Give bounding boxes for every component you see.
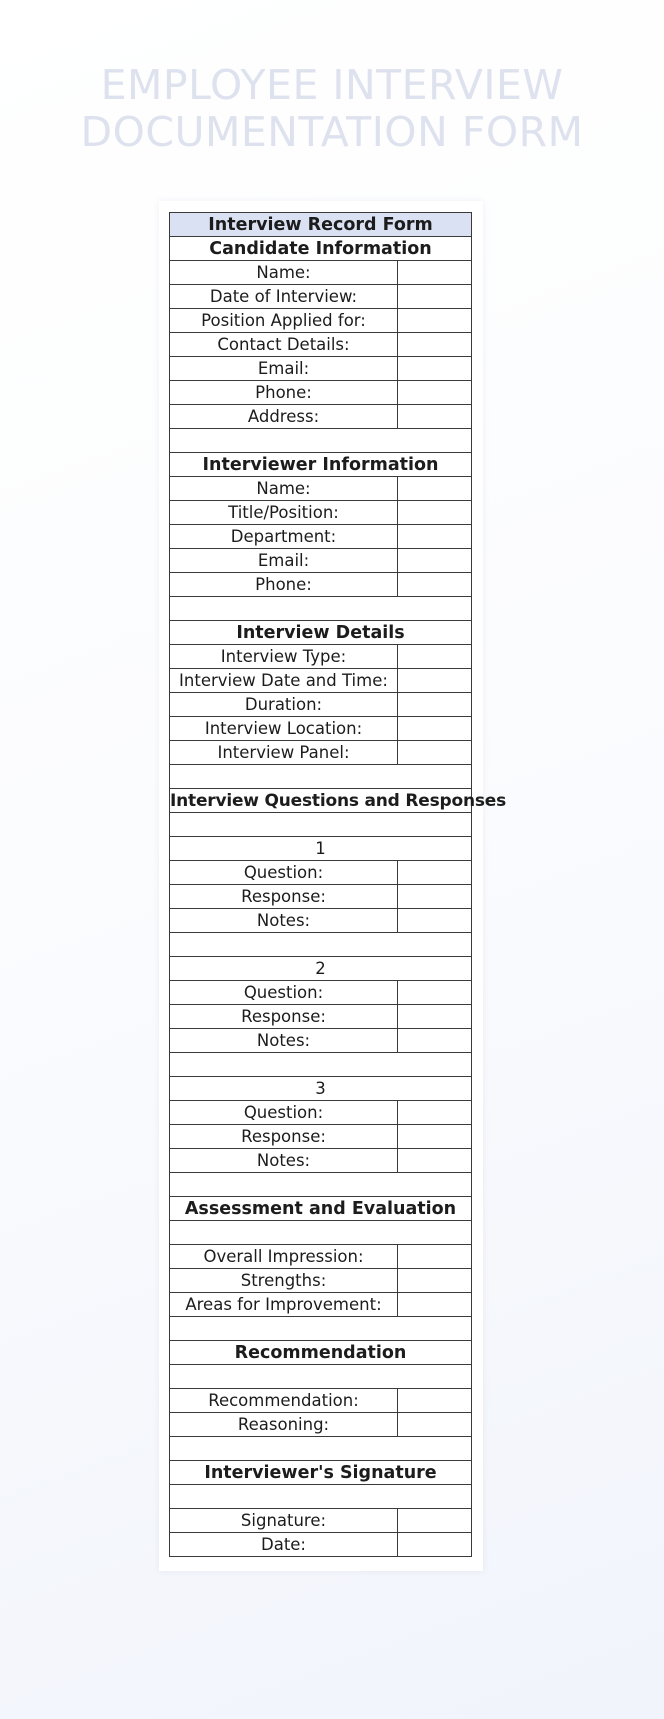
interviewer-title-field[interactable]: [398, 501, 472, 525]
interviewer-name-label: Name:: [170, 477, 398, 501]
table-row: [170, 1413, 472, 1437]
section-row: [170, 1341, 472, 1365]
spacer-row: [170, 1437, 472, 1461]
interviewer-phone-field[interactable]: [398, 573, 472, 597]
signature-label: Signature:: [170, 1509, 398, 1533]
table-row: [170, 381, 472, 405]
candidate-contact-field[interactable]: [398, 333, 472, 357]
form-title: Interview Record Form: [170, 213, 472, 237]
spacer-row: [170, 933, 472, 957]
table-row: [170, 1101, 472, 1125]
question-3-label: Question:: [170, 1101, 398, 1125]
interview-type-field[interactable]: [398, 645, 472, 669]
candidate-email-label: Email:: [170, 357, 398, 381]
strengths-field[interactable]: [398, 1269, 472, 1293]
interview-duration-label: Duration:: [170, 693, 398, 717]
question-1-field[interactable]: [398, 861, 472, 885]
interview-datetime-field[interactable]: [398, 669, 472, 693]
spacer-cell: [170, 1317, 472, 1341]
question-number: 1: [170, 837, 472, 861]
candidate-section-heading: Candidate Information: [170, 237, 472, 261]
recommendation-label: Recommendation:: [170, 1389, 398, 1413]
spacer-cell: [170, 1053, 472, 1077]
table-row: [170, 1029, 472, 1053]
signature-date-label: Date:: [170, 1533, 398, 1557]
table-row: [170, 1293, 472, 1317]
notes-3-label: Notes:: [170, 1149, 398, 1173]
page-title: [0, 62, 664, 156]
candidate-name-field[interactable]: [398, 261, 472, 285]
table-row: [170, 1005, 472, 1029]
table-row: [170, 1509, 472, 1533]
table-row: [170, 861, 472, 885]
details-section-heading: Interview Details: [170, 621, 472, 645]
spacer-row: [170, 1365, 472, 1389]
interview-panel-label: Interview Panel:: [170, 741, 398, 765]
spacer-cell: [170, 1173, 472, 1197]
spacer-cell: [170, 1485, 472, 1509]
section-row: [170, 1197, 472, 1221]
response-3-field[interactable]: [398, 1125, 472, 1149]
table-row: [170, 477, 472, 501]
candidate-address-label: Address:: [170, 405, 398, 429]
interviewer-section-heading: Interviewer Information: [170, 453, 472, 477]
strengths-label: Strengths:: [170, 1269, 398, 1293]
overall-impression-field[interactable]: [398, 1245, 472, 1269]
table-row: [170, 1245, 472, 1269]
spacer-cell: [170, 1365, 472, 1389]
interview-duration-field[interactable]: [398, 693, 472, 717]
interview-location-field[interactable]: [398, 717, 472, 741]
spacer-row: [170, 429, 472, 453]
table-row: [170, 501, 472, 525]
signature-section-heading: Interviewer's Signature: [170, 1461, 472, 1485]
notes-2-label: Notes:: [170, 1029, 398, 1053]
table-row: [170, 309, 472, 333]
question-number: 2: [170, 957, 472, 981]
notes-3-field[interactable]: [398, 1149, 472, 1173]
interviewer-department-field[interactable]: [398, 525, 472, 549]
spacer-row: [170, 1053, 472, 1077]
interview-record-table: [169, 212, 507, 1557]
candidate-position-label: Position Applied for:: [170, 309, 398, 333]
table-row: [170, 333, 472, 357]
section-row: [170, 1461, 472, 1485]
spacer-row: [170, 813, 472, 837]
table-row: [170, 1389, 472, 1413]
table-row: [170, 693, 472, 717]
response-2-field[interactable]: [398, 1005, 472, 1029]
question-2-field[interactable]: [398, 981, 472, 1005]
table-row: [170, 1533, 472, 1557]
table-row: [170, 909, 472, 933]
spacer-row: [170, 1221, 472, 1245]
notes-1-label: Notes:: [170, 909, 398, 933]
candidate-date-label: Date of Interview:: [170, 285, 398, 309]
reasoning-label: Reasoning:: [170, 1413, 398, 1437]
question-3-field[interactable]: [398, 1101, 472, 1125]
table-row: [170, 741, 472, 765]
assessment-section-heading: Assessment and Evaluation: [170, 1197, 472, 1221]
response-1-field[interactable]: [398, 885, 472, 909]
table-row: [170, 261, 472, 285]
spacer-row: [170, 1317, 472, 1341]
candidate-position-field[interactable]: [398, 309, 472, 333]
table-row: [170, 525, 472, 549]
section-row: [170, 789, 472, 813]
spacer-row: [170, 1485, 472, 1509]
interviewer-email-label: Email:: [170, 549, 398, 573]
interviewer-department-label: Department:: [170, 525, 398, 549]
interview-type-label: Interview Type:: [170, 645, 398, 669]
interviewer-email-field[interactable]: [398, 549, 472, 573]
response-2-label: Response:: [170, 1005, 398, 1029]
spacer-cell: [170, 1437, 472, 1461]
table-row: [170, 357, 472, 381]
spacer-cell: [170, 429, 472, 453]
reasoning-field[interactable]: [398, 1413, 472, 1437]
table-row: [170, 885, 472, 909]
page-title-line-1: EMPLOYEE INTERVIEW: [100, 61, 564, 109]
table-row: [170, 669, 472, 693]
areas-for-improvement-field[interactable]: [398, 1293, 472, 1317]
notes-1-field[interactable]: [398, 909, 472, 933]
interview-datetime-label: Interview Date and Time:: [170, 669, 398, 693]
table-row: [170, 645, 472, 669]
spacer-cell: [170, 1221, 472, 1245]
table-row: [170, 1269, 472, 1293]
spacer-cell: [170, 933, 472, 957]
candidate-contact-label: Contact Details:: [170, 333, 398, 357]
spacer-row: [170, 1173, 472, 1197]
interviewer-title-label: Title/Position:: [170, 501, 398, 525]
section-row: [170, 621, 472, 645]
table-row: [170, 717, 472, 741]
table-row: [170, 573, 472, 597]
candidate-phone-label: Phone:: [170, 381, 398, 405]
table-row: [170, 981, 472, 1005]
overall-impression-label: Overall Impression:: [170, 1245, 398, 1269]
interviewer-phone-label: Phone:: [170, 573, 398, 597]
spacer-cell: [170, 597, 472, 621]
recommendation-section-heading: Recommendation: [170, 1341, 472, 1365]
question-number-row: [170, 957, 472, 981]
page-title-line-2: DOCUMENTATION FORM: [80, 108, 584, 156]
interview-panel-field[interactable]: [398, 741, 472, 765]
table-row: [170, 405, 472, 429]
form-title-row: [170, 213, 472, 237]
candidate-phone-field[interactable]: [398, 381, 472, 405]
spacer-row: [170, 765, 472, 789]
notes-2-field[interactable]: [398, 1029, 472, 1053]
table-row: [170, 1149, 472, 1173]
signature-field[interactable]: [398, 1509, 472, 1533]
response-1-label: Response:: [170, 885, 398, 909]
question-1-label: Question:: [170, 861, 398, 885]
question-number-row: [170, 1077, 472, 1101]
spacer-cell: [170, 765, 472, 789]
candidate-date-field[interactable]: [398, 285, 472, 309]
question-2-label: Question:: [170, 981, 398, 1005]
question-number: 3: [170, 1077, 472, 1101]
recommendation-field[interactable]: [398, 1389, 472, 1413]
table-row: [170, 285, 472, 309]
table-row: [170, 1125, 472, 1149]
interview-location-label: Interview Location:: [170, 717, 398, 741]
candidate-address-field[interactable]: [398, 405, 472, 429]
question-number-row: [170, 837, 472, 861]
areas-for-improvement-label: Areas for Improvement:: [170, 1293, 398, 1317]
spacer-row: [170, 597, 472, 621]
response-3-label: Response:: [170, 1125, 398, 1149]
section-row: [170, 237, 472, 261]
spacer-cell: [170, 813, 472, 837]
candidate-name-label: Name:: [170, 261, 398, 285]
questions-section-heading: Interview Questions and Responses: [170, 790, 507, 811]
interviewer-name-field[interactable]: [398, 477, 472, 501]
section-row: [170, 453, 472, 477]
table-row: [170, 549, 472, 573]
signature-date-field[interactable]: [398, 1533, 472, 1557]
candidate-email-field[interactable]: [398, 357, 472, 381]
